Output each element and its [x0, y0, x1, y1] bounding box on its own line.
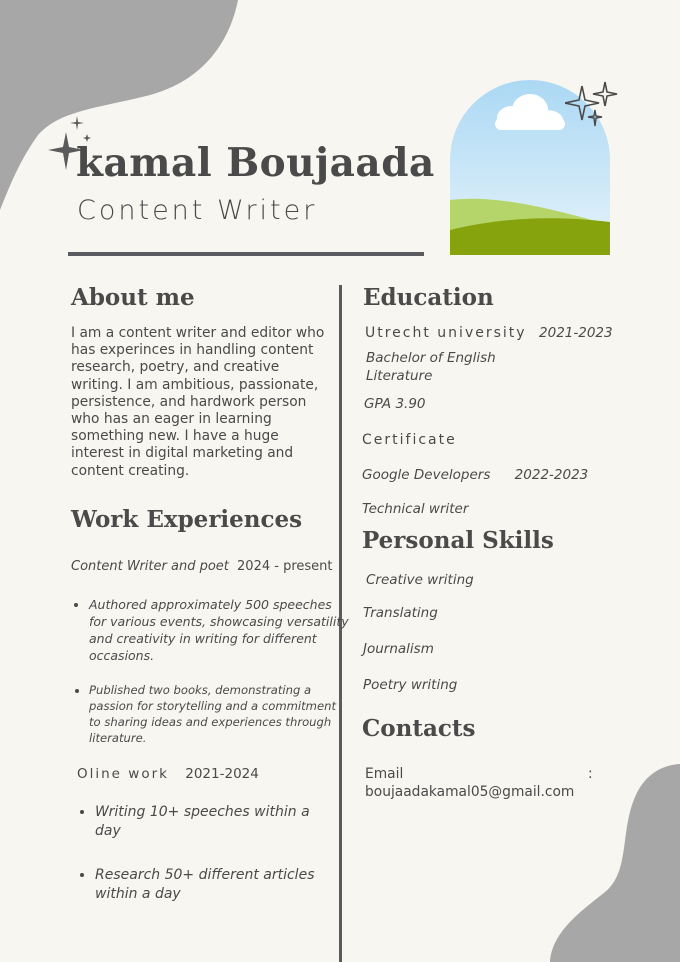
education-heading: Education: [363, 284, 494, 311]
job2-header: [77, 766, 259, 782]
list-item: • Published two books, demonstrating a passion for storytelling and a commitment to sharing ideas and experiences through literature.: [89, 682, 351, 746]
job1-bullets: [71, 596, 351, 746]
job2-bullets: [77, 803, 335, 903]
list-item: • Authored approximately 500 speeches for various events, showcasing versatility and creativity in writing for different occasions.: [89, 596, 351, 664]
school-period: 2021-2023: [539, 325, 613, 341]
list-item: • Writing 10+ speeches within a day: [95, 803, 335, 840]
skills-heading: Personal Skills: [362, 527, 554, 554]
skill-item: Journalism: [363, 641, 434, 657]
about-text: I am a content writer and editor who has experinces in handling content research, poetry, and creative writing. I am ambitious, passionate, persistence, and hardwork person who has an eager in learning something new. I have a huge interest in digital marketing and content creating.: [71, 325, 325, 479]
person-name: kamal Boujaada: [76, 140, 435, 186]
job1-period: 2024 - present: [237, 559, 333, 574]
contacts-heading: Contacts: [362, 715, 476, 742]
job1-header: [71, 559, 333, 574]
skill-item: Creative writing: [366, 572, 474, 588]
certificate-row: [362, 467, 588, 483]
work-heading: Work Experiences: [71, 506, 303, 533]
education-school-row: [365, 325, 613, 341]
job2-period: 2021-2024: [185, 766, 259, 782]
title-divider: [68, 252, 424, 256]
skill-item: Poetry writing: [363, 677, 458, 693]
job2-role: Oline work: [77, 766, 169, 782]
email-address[interactable]: boujaadakamal05@gmail.com: [365, 784, 575, 800]
about-heading: About me: [71, 284, 195, 311]
gpa: GPA 3.90: [364, 396, 426, 412]
email-separator: :: [588, 766, 593, 782]
job1-role: Content Writer and poet: [71, 559, 229, 574]
job-title: Content Writer: [77, 195, 318, 226]
degree: Bachelor of English Literature: [366, 350, 496, 384]
certificate-org: Google Developers: [362, 467, 491, 483]
skill-item: Translating: [363, 605, 438, 621]
list-item: • Research 50+ different articles within a day: [95, 866, 335, 903]
certificate-heading: Certificate: [362, 432, 457, 448]
certificate-period: 2022-2023: [514, 467, 589, 483]
top-left-blob: [0, 0, 250, 220]
sparkle-icon: [565, 80, 621, 130]
certificate-name: Technical writer: [362, 501, 469, 517]
school-name: Utrecht university: [365, 325, 527, 341]
email-label: Email: [365, 766, 404, 782]
